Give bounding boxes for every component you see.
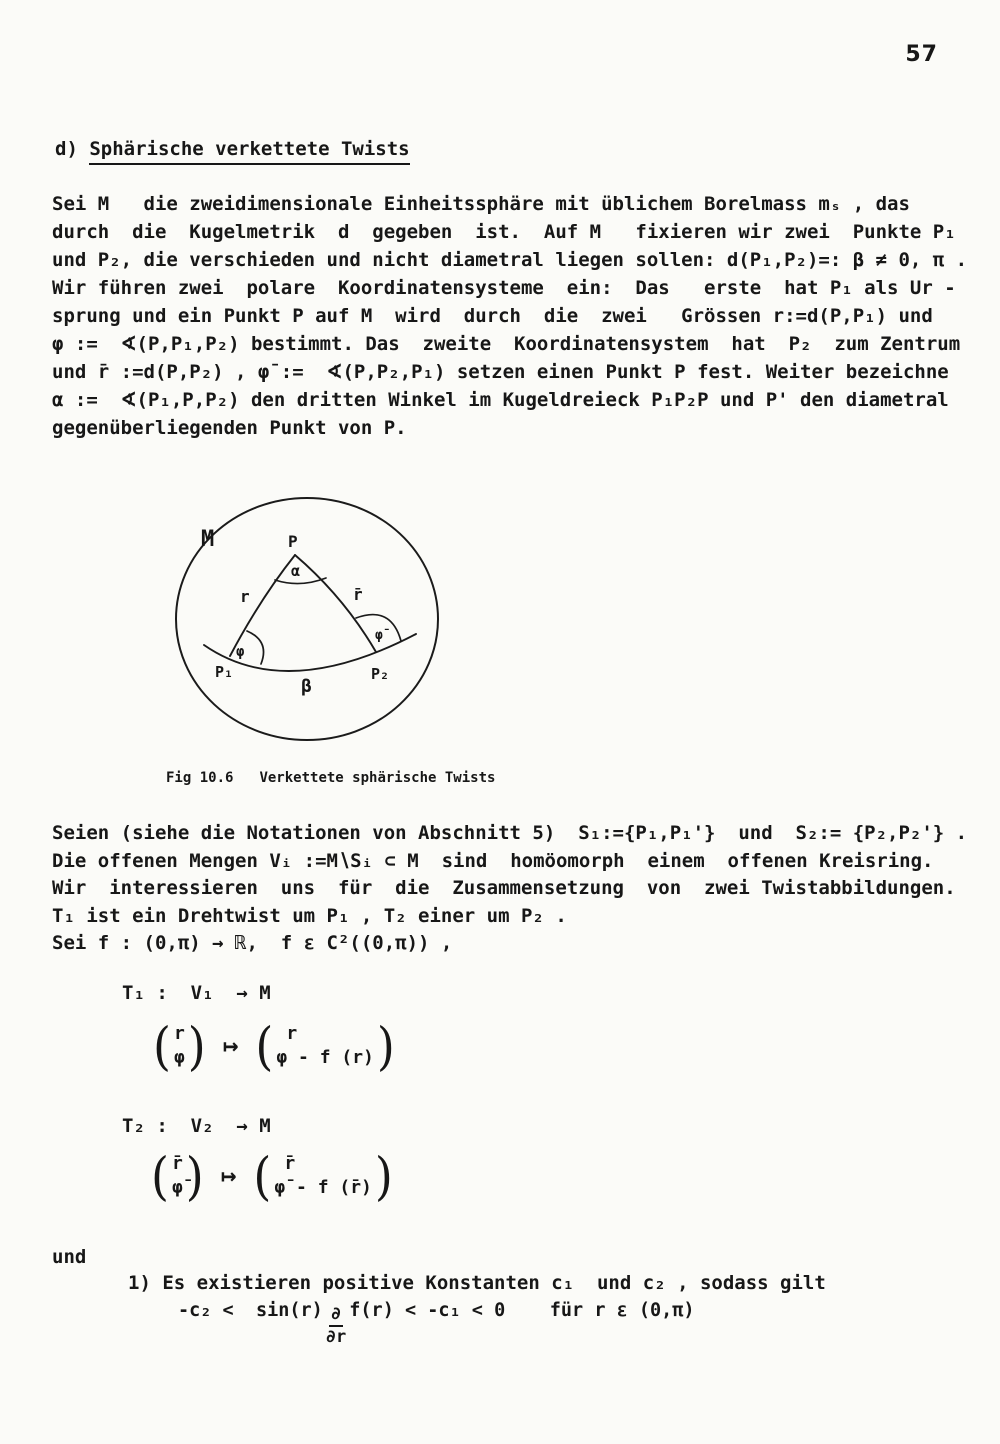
figure-caption-text: Verkettete sphärische Twists — [259, 770, 496, 786]
condition-1-inequality — [178, 1300, 695, 1347]
vector-top: r — [286, 1023, 298, 1044]
connector-und: und — [52, 1246, 87, 1268]
right-paren: ) — [376, 1016, 395, 1077]
label-angle-phibar: φ̄ — [375, 628, 383, 643]
text-line: Wir führen zwei polare Koordinatensysteme ein: Das erste hat P₁ als Ur - — [52, 277, 956, 299]
label-point-p1: P₁ — [215, 663, 234, 681]
text-line: durch die Kugelmetrik d gegeben ist. Auf M fixieren wir zwei Punkte P₁ — [52, 221, 956, 243]
text-line: Wir interessieren uns für die Zusammensetzung von zwei Twistabbildungen. — [52, 877, 956, 899]
figure-sphere-diagram — [163, 486, 458, 758]
vector-bottom: φ̄ — [171, 1177, 183, 1199]
sphere-outline — [176, 498, 438, 740]
vector-top: r — [173, 1023, 185, 1044]
condition-1-intro: 1) Es existieren positive Konstanten c₁ und c₂ , sodass gilt — [128, 1272, 826, 1294]
text-line: Seien (siehe die Notationen von Abschnitt 5) S₁:={P₁,P₁'} und S₂:= {P₂,P₂'} . — [52, 822, 968, 844]
triangle-side-rbar — [295, 555, 376, 652]
vector-output-t1 — [274, 1022, 376, 1071]
figure-caption-number: Fig 10.6 — [166, 770, 234, 786]
vector-bottom: φ — [173, 1047, 185, 1069]
text-line: gegenüberliegenden Punkt von P. — [52, 417, 407, 439]
formula-t1-mapping — [152, 1016, 396, 1077]
right-paren: ) — [374, 1146, 393, 1207]
text-line: Die offenen Mengen Vᵢ :=M∖Sᵢ ⊂ M sind homöomorph einem offenen Kreisring. — [52, 849, 934, 872]
formula-t1-head: T₁ : V₁ → M — [122, 982, 271, 1004]
formula-t2-head: T₂ : V₂ → M — [122, 1115, 271, 1137]
right-paren: ) — [185, 1146, 204, 1207]
left-paren: ( — [151, 1146, 169, 1207]
text-line: φ := ∢(P,P₁,P₂) bestimmt. Das zweite Koordinatensystem hat P₂ zum Zentrum — [52, 333, 961, 355]
label-side-r: r — [240, 587, 250, 606]
label-arc-beta: β — [301, 676, 312, 697]
vector-output-t2 — [272, 1152, 374, 1201]
right-paren: ) — [187, 1016, 206, 1077]
text-line: sprung und ein Punkt P auf M wird durch die zwei Grössen r:=d(P,P₁) und — [52, 305, 933, 327]
label-sphere-m: M — [201, 527, 215, 552]
paragraph-twists — [52, 820, 967, 958]
left-paren: ( — [153, 1016, 171, 1077]
text-line: Sei M die zweidimensionale Einheitssphäre mit üblichem Borelmass mₛ , das — [52, 193, 910, 215]
fraction-numerator: ∂ — [329, 1305, 343, 1327]
label-point-p2: P₂ — [371, 665, 390, 683]
phi-angle-arc — [247, 631, 264, 664]
paragraph-intro — [52, 190, 967, 442]
left-paren: ( — [253, 1146, 272, 1207]
vector-top: r̄ — [171, 1153, 183, 1174]
fraction-denominator: ∂r — [325, 1326, 347, 1347]
section-heading-title: Sphärische verkettete Twists — [89, 138, 409, 165]
vector-input-t2 — [170, 1152, 185, 1201]
text-line: Sei f : (0,π) → ℝ, f ε C²((0,π)) , — [52, 932, 453, 954]
section-heading-prefix: d) — [55, 138, 90, 160]
mapsto-arrow: ↦ — [220, 1161, 237, 1192]
formula-t2-mapping — [150, 1146, 394, 1207]
text-line: T₁ ist ein Drehtwist um P₁ , T₂ einer um P₂ . — [52, 904, 567, 927]
label-angle-alpha: α — [291, 562, 301, 580]
label-point-p: P — [288, 532, 298, 551]
section-heading — [55, 138, 410, 160]
page-number: 57 — [905, 42, 938, 67]
vector-top: r̄ — [284, 1153, 296, 1174]
figure-caption — [166, 770, 495, 786]
left-paren: ( — [255, 1016, 274, 1077]
mapsto-arrow: ↦ — [222, 1031, 239, 1062]
vector-input-t1 — [172, 1022, 187, 1071]
vector-bottom: φ - f (r) — [276, 1047, 374, 1069]
vector-bottom: φ̄ - f (r̄) — [274, 1177, 372, 1199]
inequality-right: f(r) < -c₁ < 0 für r ε (0,π) — [349, 1300, 695, 1321]
text-line: und r̄ :=d(P,P₂) , φ̄ := ∢(P,P₂,P₁) setzen einen Punkt P fest. Weiter bezeichne — [52, 361, 949, 383]
text-line: α := ∢(P₁,P,P₂) den dritten Winkel im Kugeldreieck P₁P₂P und P' den diametral — [52, 389, 949, 411]
partial-derivative-fraction — [326, 1305, 346, 1346]
label-angle-phi: φ — [236, 644, 245, 660]
label-side-rbar: r̄ — [353, 585, 363, 604]
alpha-angle-mark — [275, 578, 326, 584]
inequality-left: -c₂ < sin(r) — [178, 1300, 323, 1321]
text-line: und P₂, die verschieden und nicht diametral liegen sollen: d(P₁,P₂)=: β ≠ 0, π . — [52, 249, 968, 271]
